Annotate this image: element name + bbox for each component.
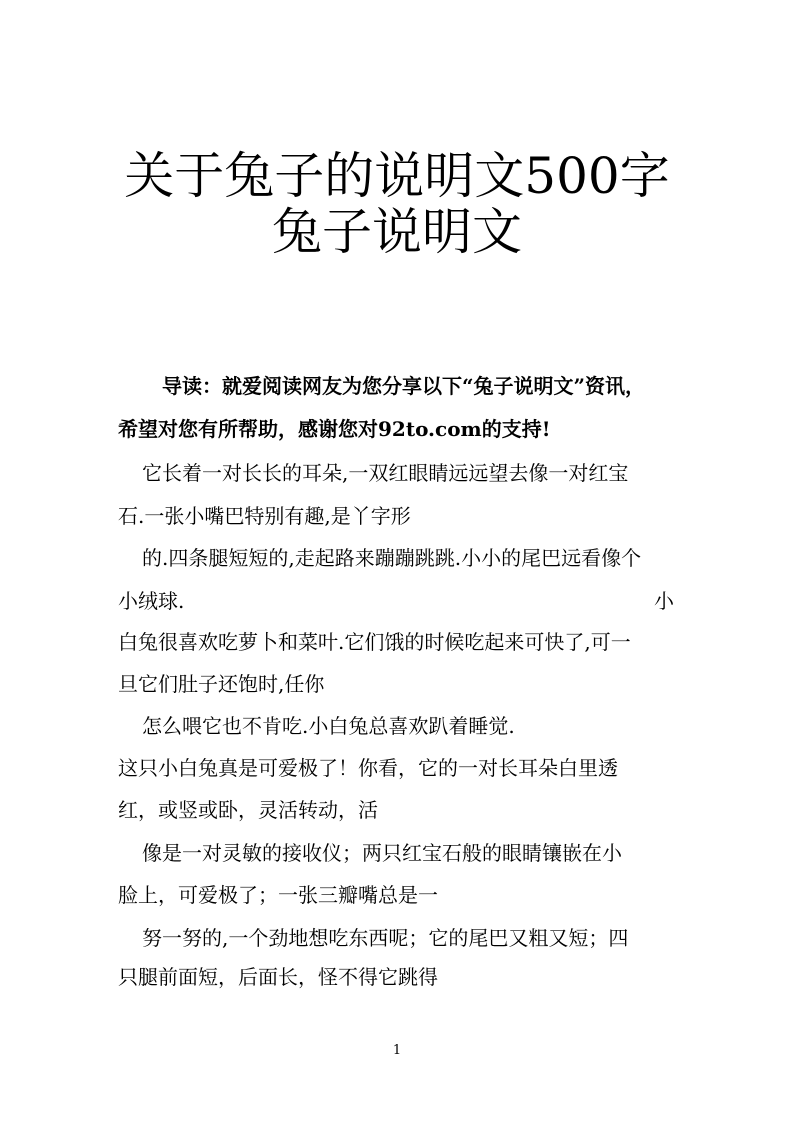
body-line: 白兔很喜欢吃萝卜和菜叶.它们饿的时候吃起来可快了,可一	[118, 630, 631, 654]
body-line: 小绒球.	[118, 589, 185, 613]
body-line: 像是一对灵敏的接收仪；两只红宝石般的眼睛镶嵌在小	[142, 841, 622, 865]
body-line: 怎么喂它也不肯吃.小白兔总喜欢趴着睡觉.	[142, 714, 515, 738]
document-title-line-2: 兔子说明文	[272, 203, 522, 261]
body-line: 努一努的,一个劲地想吃东西呢；它的尾巴又粗又短；四	[142, 926, 629, 950]
intro-line-2: 希望对您有所帮助，感谢您对92to.com的支持!	[118, 417, 551, 441]
page-number: 1	[392, 1043, 402, 1058]
line-end-char: 小	[654, 589, 674, 613]
document-title-line-1: 关于兔子的说明文500字	[124, 147, 670, 205]
intro-line-1: 导读：就爱阅读网友为您分享以下“兔子说明文”资讯，	[162, 374, 646, 398]
body-line: 的.四条腿短短的,走起路来蹦蹦跳跳.小小的尾巴远看像个	[142, 546, 642, 570]
body-line: 石.一张小嘴巴特别有趣,是丫字形	[118, 504, 411, 528]
body-line: 只腿前面短，后面长，怪不得它跳得	[118, 965, 438, 989]
body-line: 脸上，可爱极了；一张三瓣嘴总是一	[118, 883, 438, 907]
body-line: 旦它们肚子还饱时,任你	[118, 672, 325, 696]
body-line: 这只小白兔真是可爱极了！你看，它的一对长耳朵白里透	[118, 756, 618, 780]
body-line: 红，或竖或卧，灵活转动，活	[118, 798, 378, 822]
body-line: 它长着一对长长的耳朵,一双红眼睛远远望去像一对红宝	[142, 461, 629, 485]
